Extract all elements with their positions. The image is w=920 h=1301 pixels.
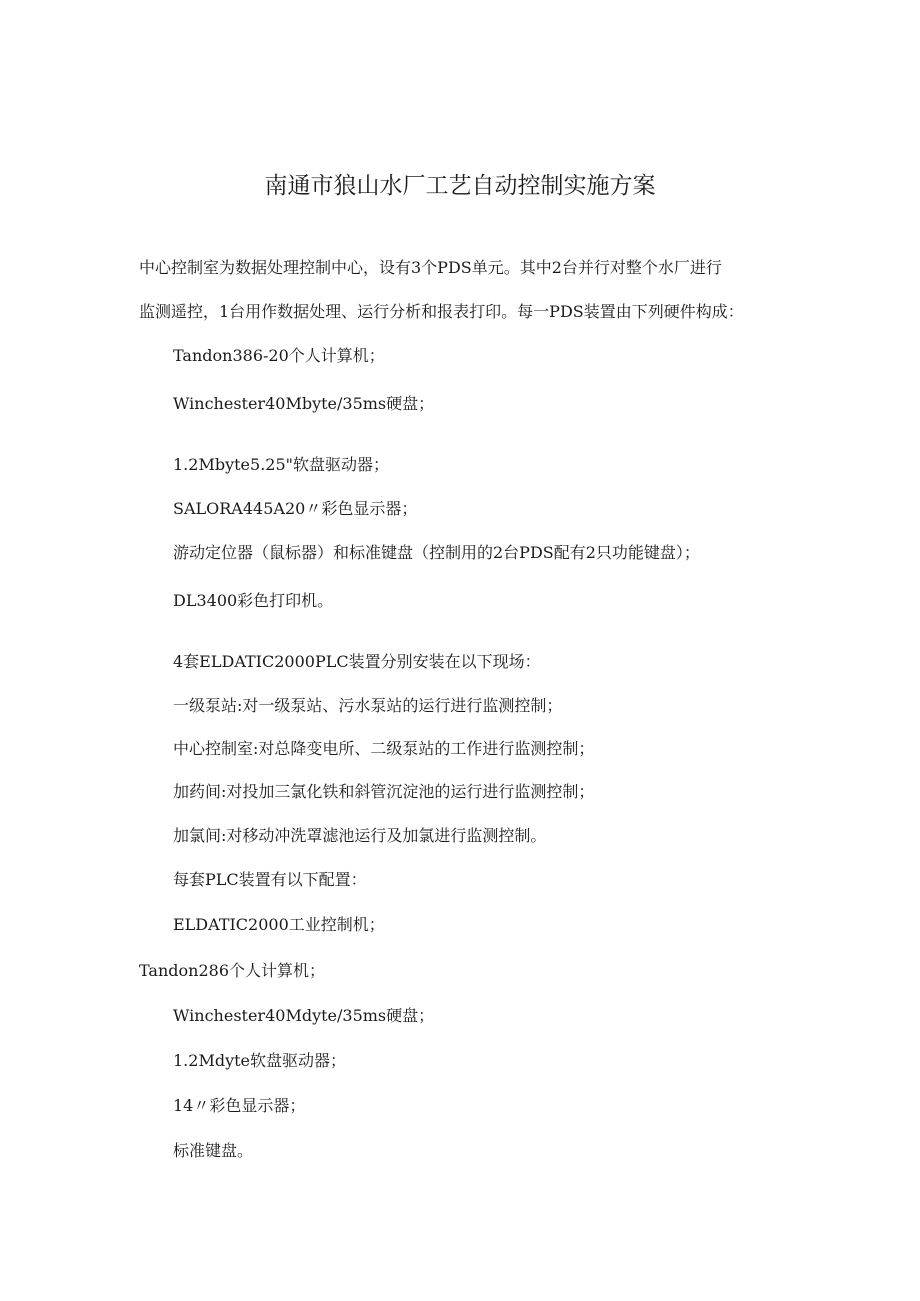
paragraph-line: 监测遥控，1台用作数据处理、运行分析和报表打印。每一PDS装置由下列硬件构成： xyxy=(139,302,744,321)
list-item: 加药间:对投加三氯化铁和斜管沉淀池的运行进行监测控制； xyxy=(173,782,595,801)
list-item: 加氯间:对移动冲洗罩滤池运行及加氯进行监测控制。 xyxy=(173,826,547,845)
list-item: Tandon286个人计算机； xyxy=(139,961,325,980)
list-item: 1.2Mbyte5.25"软盘驱动器； xyxy=(173,455,389,474)
list-item: Winchester40Mdyte∕35ms硬盘； xyxy=(173,1006,435,1025)
document-title: 南通市狼山水厂工艺自动控制实施方案 xyxy=(264,173,656,199)
list-item: 游动定位器（鼠标器）和标准键盘（控制用的2台PDS配有2只功能键盘）； xyxy=(173,543,700,562)
list-item: 1.2Mdyte软盘驱动器； xyxy=(173,1051,347,1070)
list-item: ELDATIC2000工业控制机； xyxy=(173,915,385,934)
paragraph-line: 中心控制室为数据处理控制中心，设有3个PDS单元。其中2台并行对整个水厂进行 xyxy=(139,258,722,277)
list-item: 标准键盘。 xyxy=(173,1141,254,1160)
list-item: 14〃彩色显示器； xyxy=(173,1096,306,1115)
list-item: Tandon386-20个人计算机； xyxy=(173,346,385,365)
list-item: 一级泵站:对一级泵站、污水泵站的运行进行监测控制； xyxy=(173,696,563,715)
list-item: 中心控制室:对总降变电所、二级泵站的工作进行监测控制； xyxy=(173,739,595,758)
paragraph-line: 每套PLC装置有以下配置： xyxy=(173,870,367,889)
list-item: DL3400彩色打印机。 xyxy=(173,591,334,610)
paragraph-line: 4套ELDATIC2000PLC装置分别安装在以下现场： xyxy=(173,652,541,671)
list-item: Winchester40Mbyte∕35ms硬盘； xyxy=(173,394,435,413)
list-item: SALORA445A20〃彩色显示器； xyxy=(173,499,418,518)
